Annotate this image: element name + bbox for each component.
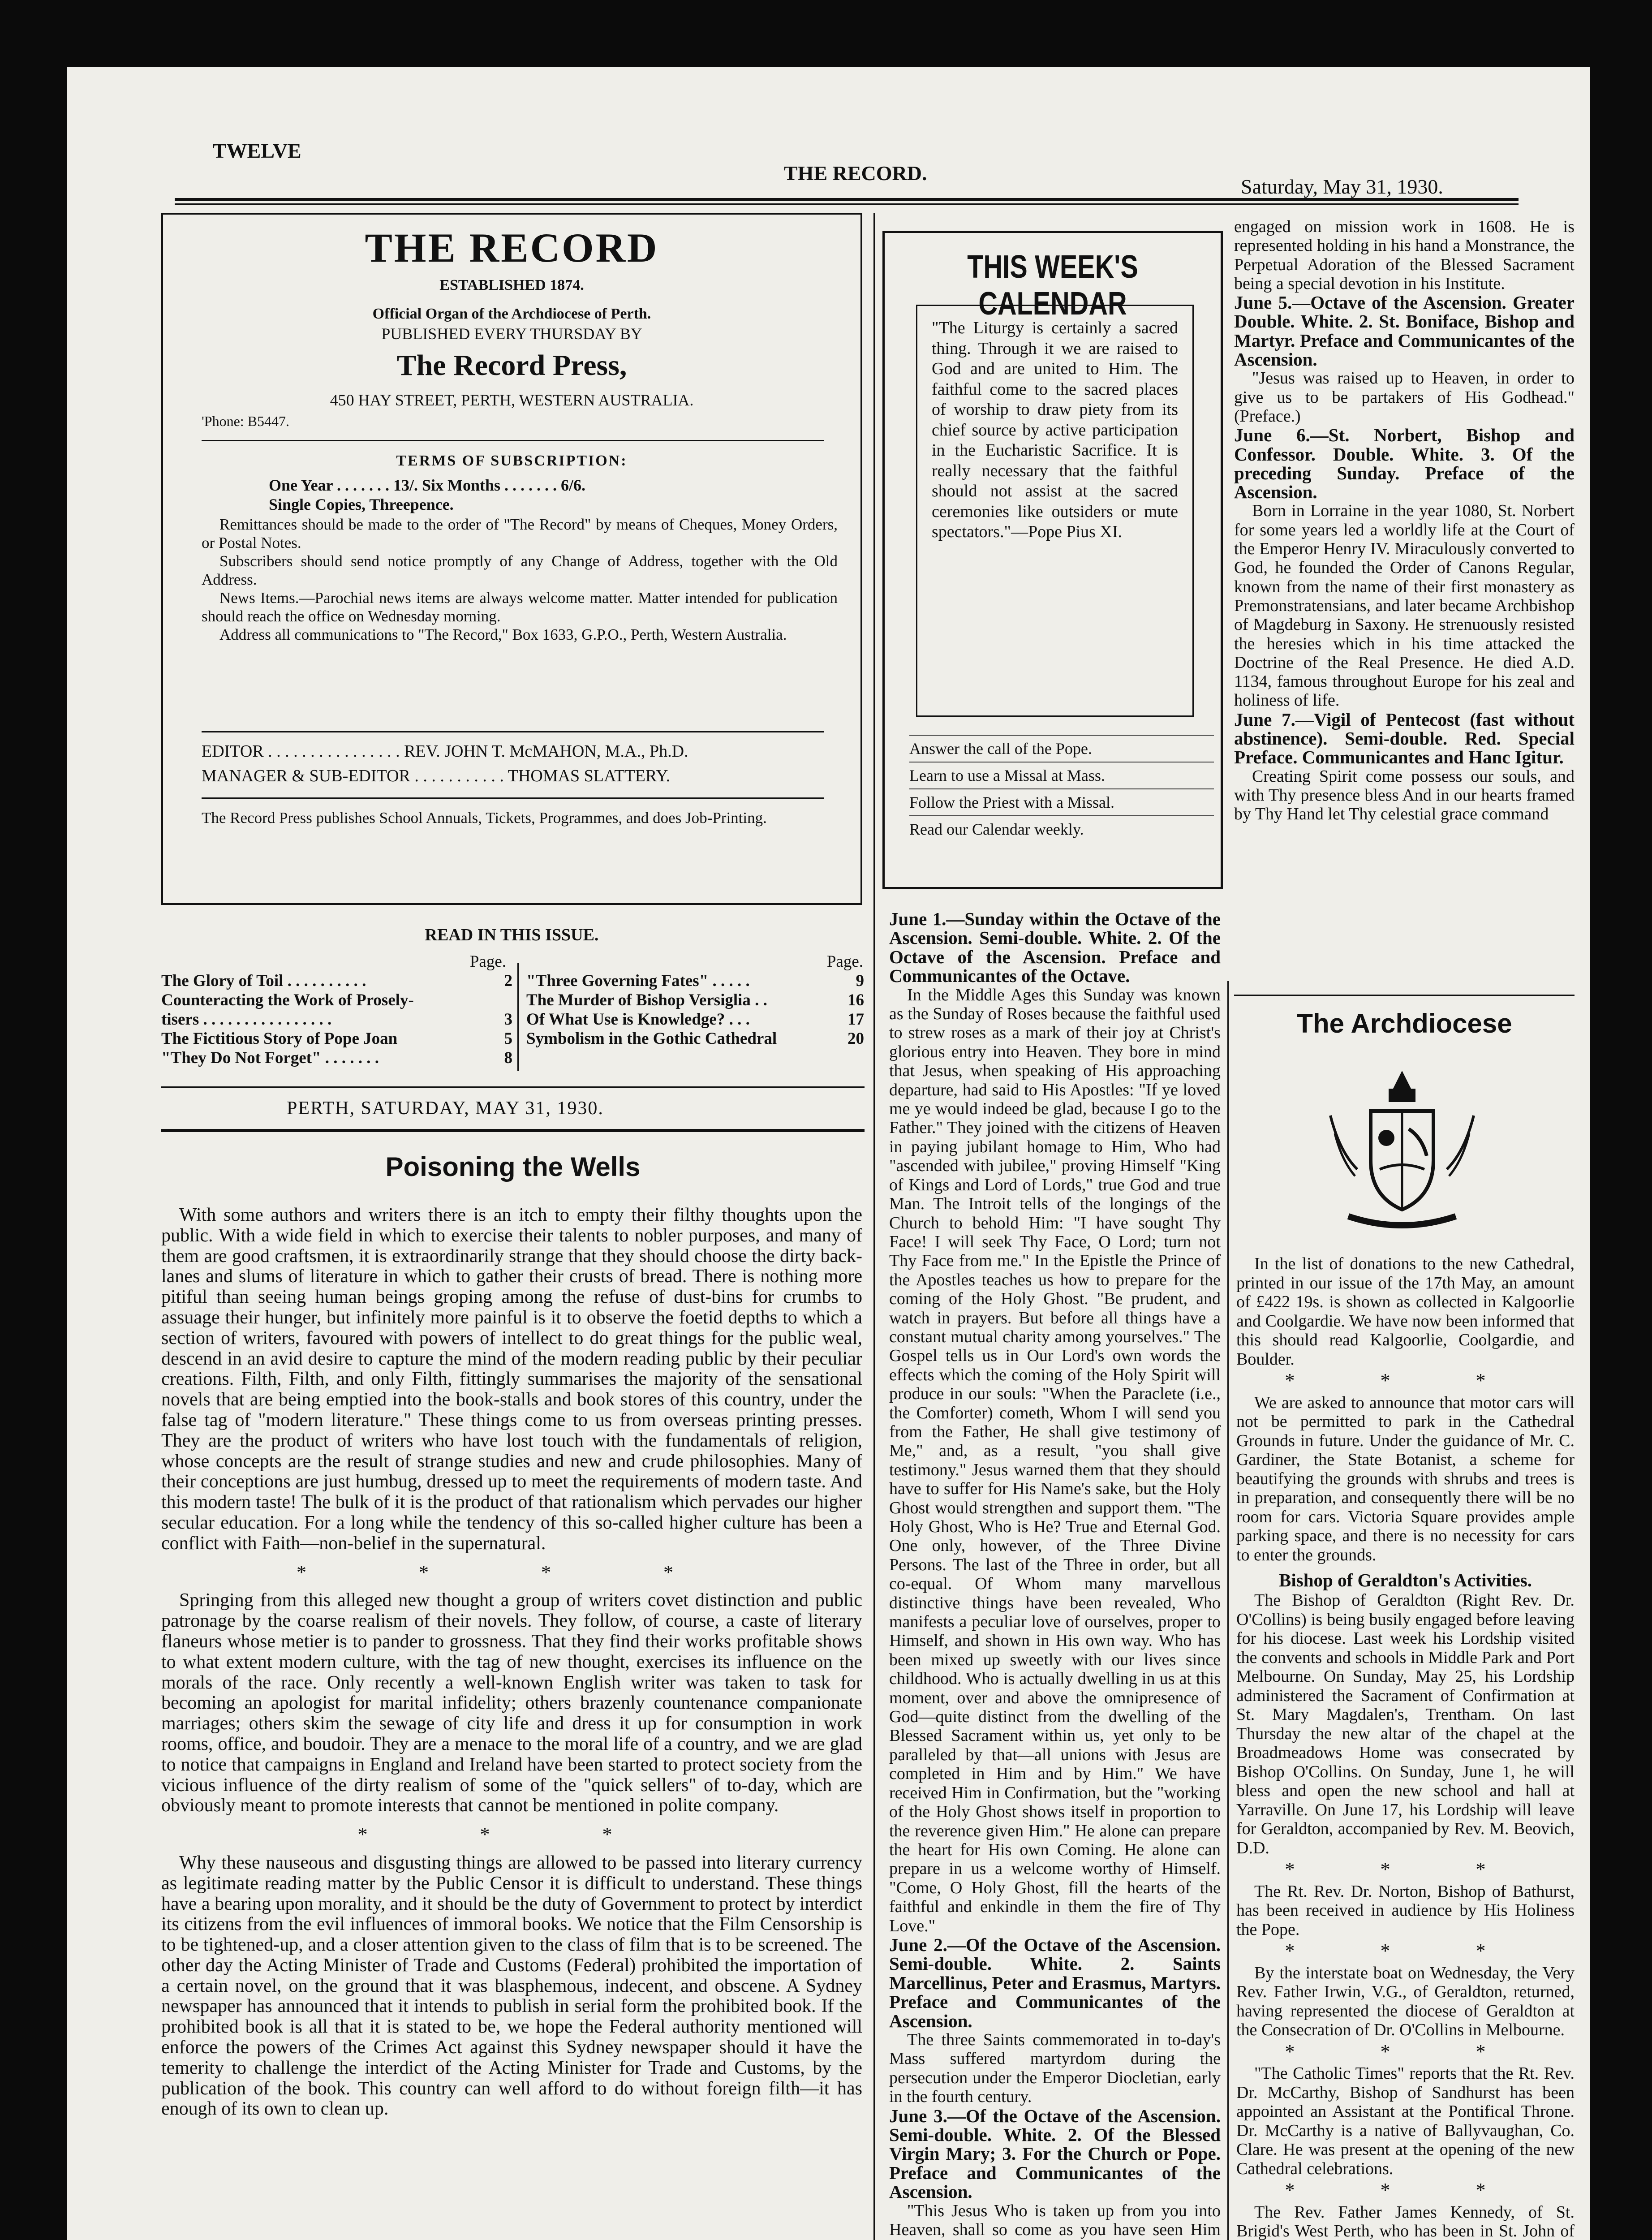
contents-right <box>526 952 867 1048</box>
terms-line-2: Single Copies, Threepence. <box>269 495 454 513</box>
contents-entry-title: The Glory of Toil . . . . . . . . . . <box>161 972 366 990</box>
calendar-quote: "The Liturgy is certainly a sacred thing. Through it we are raised to God and are united to Him. The faithful come to the sacred places of worship to draw piety from its chief source by active participation in the Eucharistic Sacrifice. It is really necessary that the faithful should not assist at the sacred ceremonies like outsiders or mute spectators."—Pope Pius XI. <box>932 319 1178 541</box>
left-row <box>161 991 515 1010</box>
newspaper-page <box>67 67 1590 2240</box>
archdiocese-paragraph-3: The Bishop of Geraldton (Right Rev. Dr. O'Collins) is being busily engaged before leaving for his diocese. Last week his Lordship visited the convents and schools in Middle Park and Port Melbourne. On Sunday, May 25, his Lordship administered the Sacrament of Confirmation at St. Mary Magdalen's, Trentham. On last Thursday the new altar of the chapel at the Broadmeadows Home was consecrated by Bishop O'Collins. On Sunday, June 1, he will bless and open the new school and hall at Yarraville. On June 17, his Lordship will leave for Geraldton, accompanied by Rev. M. Beovich, D.D. <box>1236 1591 1575 1857</box>
contents-page-label-right: Page. <box>826 952 863 971</box>
right-row <box>526 971 867 991</box>
masthead-manager: MANAGER & SUB-EDITOR . . . . . . . . . . . THOMAS SLATTERY. <box>202 767 671 785</box>
paper-title: THE RECORD. <box>784 162 927 185</box>
contents-entry-title: Symbolism in the Gothic Cathedral <box>526 1030 777 1048</box>
contents-entry-page: 9 <box>856 972 864 990</box>
header-rule-thin <box>175 203 1519 205</box>
archdiocese-body <box>1236 1254 1575 2240</box>
contents-entry-title: "Three Governing Fates" . . . . . <box>526 972 750 990</box>
masthead-phone: 'Phone: B5447. <box>202 413 289 429</box>
masthead-notices <box>202 515 838 644</box>
editorial-body <box>161 1205 862 2119</box>
archdiocese-paragraph-7: The Rev. Father James Kennedy, of St. Brigid's West Perth, who has been in St. John of <box>1236 2202 1575 2240</box>
masthead-divider-2 <box>202 731 824 732</box>
call-2: Learn to use a Missal at Mass. <box>909 762 1214 788</box>
contents-entry-title: tisers . . . . . . . . . . . . . . . . <box>161 1010 332 1029</box>
june5-heading: June 5.—Octave of the Ascension. Greater Double. White. 2. St. Boniface, Bishop and Martyr. Preface and Communicantes of the Ascension. <box>1234 292 1575 370</box>
masthead-organ: Official Organ of the Archdiocese of Perth. <box>372 306 651 322</box>
contents-entry-page: 16 <box>848 991 864 1009</box>
call-1: Answer the call of the Pope. <box>909 735 1214 762</box>
editorial-stars-2: * * * <box>357 1823 666 1846</box>
archdiocese-stars-2: * * * <box>1285 1858 1526 1880</box>
left-row <box>161 971 515 991</box>
june4-continued: engaged on mission work in 1608. He is represented holding in his hand a Monstrance, the Perpetual Adoration of the Blessed Sacrament being a special devotion in his Institute. <box>1234 217 1575 293</box>
contents-entry-title: The Murder of Bishop Versiglia . . <box>526 991 767 1009</box>
contents-entry-page: 8 <box>504 1049 512 1067</box>
contents-left-table <box>161 971 515 1068</box>
archdiocese-rule <box>1234 995 1575 996</box>
contents-entry-page: 2 <box>504 972 512 990</box>
june7-heading: June 7.—Vigil of Pentecost (fast without abstinence). Semi-double. Red. Special Preface. Communicantes and Hanc Igitur. <box>1234 709 1575 768</box>
june2-heading: June 2.—Of the Octave of the Ascension. Semi-double. White. 2. Saints Marcellinus, Peter and Erasmus, Martyrs. Preface and Communicantes of the Ascension. <box>889 1934 1221 2031</box>
subscribers-note: Subscribers should send notice promptly of any Change of Address, together with the Old Address. <box>202 552 838 588</box>
editorial-paragraph-1: With some authors and writers there is an itch to empty their filthy thoughts upon the public. With a wide field in which to exercise their talents to nobler purposes, and many of them are good craftsmen, it is extraordinarily strange that they should choose the dirty back-lanes and slums of literature in which to gather their crusts of bread. There is nothing more pitiful than seeing human beings groping among the refuse of dust-bins for crumbs to assuage their hunger, but infinitely more painful is it to observe the foetid depths to which a section of writers, favoured with powers of intellect to do great things for the public weal, descend in an avid desire to capture the mind of the modern reading public by their peculiar creations. Filth, Filth, and only Filth, fittingly summarises the majority of the sensational novels that are being emptied into the book-stalls and book stores of this country, under the false tag of "modern literature." These things come to us from overseas printing presses. They are the product of writers who have lost touch with the fundamentals of religion, whose concepts are the result of strange studies and new and crude philosophies. Many of their conceptions are just humbug, dressed up to meet the requirements of modern taste. And this modern taste! The bulk of it is the product of that rationalism which pervades our higher secular education. For a long while the tendency of this so-called higher culture has been a conflict with Faith—non-belief in the supernatural. <box>161 1205 862 1554</box>
geraldton-heading: Bishop of Geraldton's Activities. <box>1279 1570 1532 1590</box>
masthead-established: ESTABLISHED 1874. <box>439 277 584 293</box>
left-row <box>161 1010 515 1029</box>
contents-left <box>161 952 515 1068</box>
archdiocese-paragraph-4: The Rt. Rev. Dr. Norton, Bishop of Bathurst, has been received in audience by His Holiness the Pope. <box>1236 1882 1575 1939</box>
archdiocese-paragraph-1: In the list of donations to the new Cathedral, printed in our issue of the 17th May, an amount of £422 19s. is shown as collected in Kalgoorlie and Coolgardie. We have now been informed that this should read Kalgoorlie, Coolgardie, and Boulder. <box>1236 1254 1575 1369</box>
contents-entry-page <box>500 991 515 1010</box>
address-note: Address all communications to "The Record," Box 1633, G.P.O., Perth, Western Australia. <box>219 626 787 643</box>
june1-text: In the Middle Ages this Sunday was known as the Sunday of Roses because the faithful used to strew roses as a mark of their joy at Christ's glorious entry into Heaven. They bore in mind that Jesus, when speaking of His approaching departure, had said to His Apostles: "If ye loved me ye would indeed be glad, because I go to the Father." They joined with the citizens of Heaven in paying jubilant homage to Him, Who had "ascended with jubilee," proving Himself "King of Kings and Lord of Lords," true God and true Man. The Introit tells of the longings of the Church to behold Him: "I have sought Thy Face! I will seek Thy Face, O Lord; turn not Thy Face from me." In the Epistle the Prince of the Apostles teaches us how to prepare for the coming of the Holy Ghost. "Be prudent, and watch in prayers. But before all things have a constant mutual charity among yourselves." The Gospel tells us in Our Lord's own words the effects which the coming of the Holy Spirit will produce in our souls: "When the Paraclete (i.e., the Comforter) cometh, Whom I will send you from the Father, He shall give testimony of Me," and, as a result, "you shall give testimony." Jesus warned them that they should have to suffer for His Name's sake, but the Holy Ghost would strengthen and support them. "The Holy Ghost, Who is He? True and Eternal God. One only, however, of the Three Divine Persons. The last of the Three in order, but all co-equal. Of Whom many marvellous distinctive things have been revealed, Who manifests a peculiar love of ourselves, proper to Himself, and shown in His own way. Who has been mixed up sweetly with our lives since childhood. Who is actually dwelling in us at this moment, over and above the omnipresence of God—quite distinct from the dwelling of the Blessed Sacrament within us, yet only to be paralleled by that—all unions with Jesus are completed in Him and by Him." We have received Him in Confirmation, but the "working of the Holy Ghost shows itself in proportion to the reverence given Him." He alone can prepare the heart for His own Coming. He alone can prepare in us a welcome worthy of Himself. "Come, O Holy Ghost, fill the hearts of the faithful and enkindle in them the fire of Thy Love." <box>889 985 1221 1935</box>
june6-text: Born in Lorraine in the year 1080, St. Norbert for some years led a worldly life at the Court of the Emperor Henry IV. Miraculously converted to God, he founded the Order of Canons Regular, known from the name of their first monastery as Premonstratensians, and later became Archbishop of Magdeburg in Saxony. He strenuously resisted the heresies which in his time attacked the Doctrine of the Real Presence. He died A.D. 1134, famous throughout Europe for his zeal and holiness of life. <box>1234 501 1575 710</box>
left-row <box>161 1029 515 1048</box>
masthead-publisher: The Record Press, <box>396 349 627 382</box>
dateline-rule-top <box>161 1086 865 1088</box>
archdiocese-stars-4: * * * <box>1285 2040 1526 2063</box>
archdiocese-stars-1: * * * <box>1285 1370 1526 1391</box>
contents-divider <box>517 963 519 1071</box>
contents-entry-title: Of What Use is Knowledge? . . . <box>526 1010 750 1029</box>
june3-heading: June 3.—Of the Octave of the Ascension. Semi-double. White. 2. Of the Blessed Virgin Mary; 3. For the Church or Pope. Preface and Communicantes of the Ascension. <box>889 2105 1221 2202</box>
dateline: PERTH, SATURDAY, MAY 31, 1930. <box>287 1098 604 1119</box>
call-3: Follow the Priest with a Missal. <box>909 788 1214 815</box>
header-date: Saturday, May 31, 1930. <box>1241 175 1443 198</box>
terms-line-1: One Year . . . . . . . 13/. Six Months . . . . . . . 6/6. <box>269 476 586 494</box>
left-row <box>161 1048 515 1068</box>
contents-entry-page: 3 <box>504 1010 512 1029</box>
masthead-divider-3 <box>202 797 824 799</box>
right-row <box>526 1029 867 1048</box>
calendar-continued <box>1234 217 1575 824</box>
editorial-paragraph-2: Springing from this alleged new thought a group of writers covet distinction and public patronage by the coarse realism of their novels. They follow, of course, a caste of literary flaneurs whose metier is to pander to grossness. That they find their works profitable shows to what extent modern culture, with the tag of new thought, exercises its influence on the morals of the race. Only recently a well-known English writer was taken to task for becoming an apologist for marital infidelity; others brazenly countenance companionate marriages; others skim the sewage of city life and dress it up for consumption in work rooms, office, and boudoir. They are a menace to the moral life of a country, and we are glad to notice that campaigns in England and Ireland have been started to protect society from the vicious influence of the dirty realism of some of the "quick sellers" of to-day, which are obviously meant to promote interests that cannot be mentioned in polite company. <box>161 1590 862 1816</box>
june1-heading: June 1.—Sunday within the Octave of the Ascension. Semi-double. White. 2. Of the Octave of the Ascension. Preface and Communicantes of the Octave. <box>889 909 1221 986</box>
archdiocese-title: The Archdiocese <box>1296 1008 1512 1038</box>
column-rule-1 <box>873 213 875 2240</box>
archdiocese-paragraph-6: "The Catholic Times" reports that the Rt. Rev. Dr. McCarthy, Bishop of Sandhurst has been appointed an Assistant at the Pontifical Throne. Dr. McCarthy is a native of Ballyvaughan, Co. Clare. He was present at the opening of the new Cathedral celebrations. <box>1236 2064 1575 2178</box>
masthead-divider-1 <box>202 440 824 441</box>
terms-heading: TERMS OF SUBSCRIPTION: <box>396 452 628 469</box>
editorial-stars-1: * * * * <box>297 1561 727 1583</box>
call-4: Read our Calendar weekly. <box>909 815 1214 842</box>
coat-of-arms-icon <box>1317 1062 1487 1232</box>
june3-text: "This Jesus Who is taken up from you into Heaven, shall so come as you have seen Him <box>889 2201 1221 2240</box>
archdiocese-paragraph-5: By the interstate boat on Wednesday, the Very Rev. Father Irwin, V.G., of Geraldton, returned, having represented the diocese of Geraldton at the Consecration of Dr. O'Collins in Melbourne. <box>1236 1963 1575 2039</box>
contents-entry-title: Counteracting the Work of Prosely- <box>161 991 414 1009</box>
june7-text: Creating Spirit come possess our souls, and with Thy presence bless And in our hearts framed by Thy Hand let Thy celestial grace command <box>1234 767 1575 824</box>
dateline-rule-bottom <box>161 1129 865 1132</box>
masthead-published: PUBLISHED EVERY THURSDAY BY <box>381 325 642 343</box>
archdiocese-stars-5: * * * <box>1285 2179 1526 2201</box>
masthead-title: THE RECORD <box>365 225 659 271</box>
masthead-address: 450 HAY STREET, PERTH, WESTERN AUSTRALIA. <box>330 391 694 409</box>
june2-text: The three Saints commemorated in to-day's Mass suffered martyrdom during the persecution under the Emperor Diocletian, early in the fourth century. <box>889 2030 1221 2106</box>
calendar-calls <box>909 735 1214 842</box>
news-items-note: News Items.—Parochial news items are always welcome matter. Matter intended for publication should reach the office on Wednesday morning. <box>202 589 838 625</box>
archdiocese-paragraph-2: We are asked to announce that motor cars will not be permitted to park in the Cathedral Grounds in future. Under the guidance of Mr. C. Gardiner, the State Botanist, a scheme for beautifying the grounds with shrubs and trees is in preparation, and consequently there will be no room for cars. Victoria Square provides ample parking space, and there is no necessity for cars to enter the grounds. <box>1236 1393 1575 1564</box>
masthead-editor: EDITOR . . . . . . . . . . . . . . . . REV. JOHN T. McMAHON, M.A., Ph.D. <box>202 742 688 761</box>
contents-heading: READ IN THIS ISSUE. <box>425 926 599 944</box>
june5-text: "Jesus was raised up to Heaven, in order to give us to be partakers of His Godhead." (Preface.) <box>1234 369 1575 426</box>
contents-entry-title: "They Do Not Forget" . . . . . . . <box>161 1049 379 1067</box>
editorial-title: Poisoning the Wells <box>385 1152 641 1182</box>
calendar-title: THIS WEEK'S CALENDAR <box>967 249 1138 322</box>
calendar-body <box>889 909 1221 2240</box>
contents-right-table <box>526 971 867 1048</box>
right-row <box>526 1010 867 1029</box>
contents-entry-page: 17 <box>848 1010 864 1029</box>
june6-heading: June 6.—St. Norbert, Bishop and Confessor. Double. White. 3. Of the preceding Sunday. Preface of the Ascension. <box>1234 425 1575 503</box>
archdiocese-crest <box>1317 1062 1487 1232</box>
contents-entry-title: The Fictitious Story of Pope Joan <box>161 1030 398 1048</box>
right-row <box>526 991 867 1010</box>
contents-entry-page: 5 <box>504 1030 512 1048</box>
contents-page-label: Page. <box>469 952 506 971</box>
page-label: TWELVE <box>213 139 301 162</box>
editorial-paragraph-3: Why these nauseous and disgusting things are allowed to be passed into literary currency as legitimate reading matter by the Public Censor it is difficult to understand. These things have a bearing upon morality, and it should be the duty of Government to protect by interdict its citizens from the evil influences of immoral books. We notice that the Film Censorship is to be tightened-up, and a closer attention given to the class of film that is to be screened. The other day the Acting Minister of Trade and Customs (Federal) prohibited the importation of a certain novel, on the ground that it was blasphemous, indecent, and obscene. A Sydney newspaper has announced that it intends to publish in serial form the prohibited book. If the prohibited book is all that it is stated to be, we hope the Federal authority mentioned will enforce the powers of the Crimes Act against this Sydney newspaper should it have the temerity to challenge the interdict of the Acting Minister for Trade and Customs, by the publication of the book. This country can well afford to do without foreign filth—it has enough of its own to clean up. <box>161 1852 862 2119</box>
remittances-note: Remittances should be made to the order of "The Record" by means of Cheques, Money Orders, or Postal Notes. <box>202 516 838 551</box>
header-rule <box>175 198 1519 201</box>
press-note: The Record Press publishes School Annuals, Tickets, Programmes, and does Job-Printing. <box>202 809 767 827</box>
column-rule-2 <box>1227 981 1229 2240</box>
contents-entry-page: 20 <box>848 1030 864 1048</box>
archdiocese-stars-3: * * * <box>1285 1940 1526 1962</box>
